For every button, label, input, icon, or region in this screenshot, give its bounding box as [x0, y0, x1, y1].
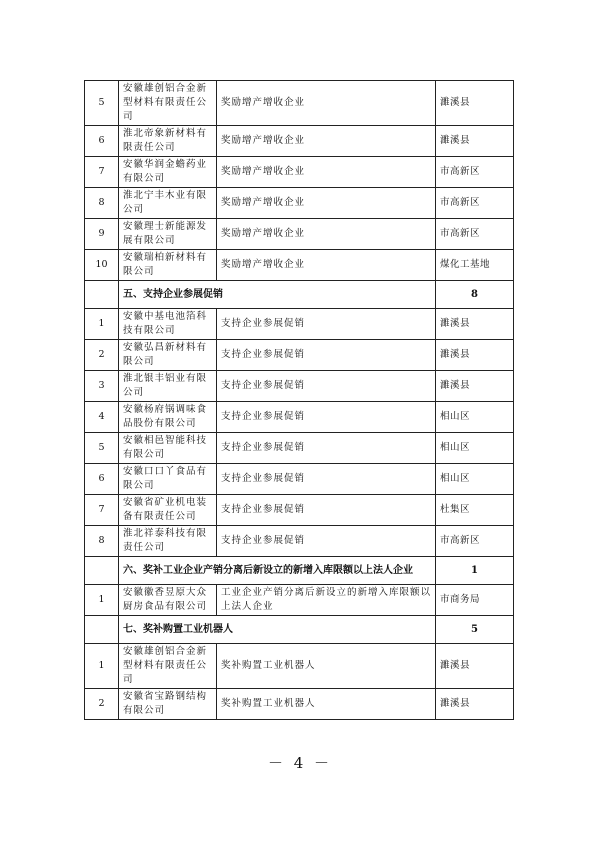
section-number-cell: [85, 281, 119, 309]
district: 杜集区: [436, 495, 514, 526]
reward-category: 支持企业参展促销: [217, 495, 436, 526]
district: 市高新区: [436, 188, 514, 219]
row-number: 5: [85, 433, 119, 464]
company-name: 安徽杨府锅调味食品股份有限公司: [119, 402, 217, 433]
table-row: [85, 585, 514, 616]
row-number: 3: [85, 371, 119, 402]
page-number: － 4 －: [267, 754, 333, 772]
company-name: 淮北银丰铝业有限公司: [119, 371, 217, 402]
table-row: [85, 495, 514, 526]
table-row: [85, 309, 514, 340]
district: 濉溪县: [436, 340, 514, 371]
district: 濉溪县: [436, 371, 514, 402]
table-row: [85, 371, 514, 402]
row-number: 8: [85, 526, 119, 557]
reward-category: 支持企业参展促销: [217, 433, 436, 464]
reward-category: 支持企业参展促销: [217, 340, 436, 371]
table-row: [85, 250, 514, 281]
reward-category: 奖励增产增收企业: [217, 81, 436, 126]
district: 濉溪县: [436, 689, 514, 720]
company-name: 安徽中基电池箔科技有限公司: [119, 309, 217, 340]
section-count: 1: [436, 557, 514, 585]
district: 市高新区: [436, 526, 514, 557]
table-row: [85, 81, 514, 126]
reward-category: 奖励增产增收企业: [217, 250, 436, 281]
company-name: 淮北宁丰木业有限公司: [119, 188, 217, 219]
company-name: 安徽省矿业机电装备有限责任公司: [119, 495, 217, 526]
company-name: 安徽弘昌新材料有限公司: [119, 340, 217, 371]
table-row: [85, 526, 514, 557]
section-title: 七、奖补购置工业机器人: [119, 616, 436, 644]
reward-category: 支持企业参展促销: [217, 464, 436, 495]
company-name: 安徽雄创铝合金新型材料有限责任公司: [119, 644, 217, 689]
table-row: [85, 464, 514, 495]
company-name: 安徽口口丫食品有限公司: [119, 464, 217, 495]
row-number: 7: [85, 495, 119, 526]
section-header-row: [85, 557, 514, 585]
row-number: 7: [85, 157, 119, 188]
district: 濉溪县: [436, 644, 514, 689]
reward-category: 支持企业参展促销: [217, 402, 436, 433]
row-number: 6: [85, 464, 119, 495]
row-number: 10: [85, 250, 119, 281]
section-number-cell: [85, 616, 119, 644]
reward-category: 工业企业产销分离后新设立的新增入库限额以上法人企业: [217, 585, 436, 616]
row-number: 8: [85, 188, 119, 219]
reward-category: 奖励增产增收企业: [217, 188, 436, 219]
district: 市商务局: [436, 585, 514, 616]
district: 濉溪县: [436, 309, 514, 340]
reward-category: 奖补购置工业机器人: [217, 644, 436, 689]
table-row: [85, 157, 514, 188]
reward-category: 奖励增产增收企业: [217, 126, 436, 157]
company-name: 安徽华润金蟾药业有限公司: [119, 157, 217, 188]
reward-category: 支持企业参展促销: [217, 526, 436, 557]
enterprise-table: [84, 80, 514, 720]
section-number-cell: [85, 557, 119, 585]
district: 相山区: [436, 402, 514, 433]
company-name: 安徽瑞柏新材料有限公司: [119, 250, 217, 281]
reward-category: 支持企业参展促销: [217, 371, 436, 402]
table-row: [85, 402, 514, 433]
district: 濉溪县: [436, 126, 514, 157]
section-count: 8: [436, 281, 514, 309]
section-header-row: [85, 616, 514, 644]
district: 市高新区: [436, 219, 514, 250]
table-row: [85, 433, 514, 464]
section-title: 六、奖补工业企业产销分离后新设立的新增入库限额以上法人企业: [119, 557, 436, 585]
reward-category: 支持企业参展促销: [217, 309, 436, 340]
row-number: 9: [85, 219, 119, 250]
company-name: 安徽雄创铝合金新型材料有限责任公司: [119, 81, 217, 126]
company-name: 淮北帝象新材料有限责任公司: [119, 126, 217, 157]
row-number: 5: [85, 81, 119, 126]
row-number: 2: [85, 340, 119, 371]
table-row: [85, 644, 514, 689]
company-name: 安徽相邑智能科技有限公司: [119, 433, 217, 464]
company-name: 安徽徽香昱原大众厨房食品有限公司: [119, 585, 217, 616]
company-name: 安徽理士新能源发展有限公司: [119, 219, 217, 250]
district: 相山区: [436, 464, 514, 495]
company-name: 安徽省宝路钢结构有限公司: [119, 689, 217, 720]
section-title: 五、支持企业参展促销: [119, 281, 436, 309]
table-row: [85, 689, 514, 720]
row-number: 1: [85, 309, 119, 340]
row-number: 1: [85, 585, 119, 616]
district: 相山区: [436, 433, 514, 464]
district: 市高新区: [436, 157, 514, 188]
reward-category: 奖励增产增收企业: [217, 219, 436, 250]
section-header-row: [85, 281, 514, 309]
row-number: 4: [85, 402, 119, 433]
reward-category: 奖励增产增收企业: [217, 157, 436, 188]
row-number: 1: [85, 644, 119, 689]
table-row: [85, 340, 514, 371]
company-name: 淮北祥泰科技有限责任公司: [119, 526, 217, 557]
reward-category: 奖补购置工业机器人: [217, 689, 436, 720]
table-row: [85, 188, 514, 219]
table-row: [85, 219, 514, 250]
row-number: 2: [85, 689, 119, 720]
table-row: [85, 126, 514, 157]
district: 濉溪县: [436, 81, 514, 126]
section-count: 5: [436, 616, 514, 644]
district: 煤化工基地: [436, 250, 514, 281]
row-number: 6: [85, 126, 119, 157]
